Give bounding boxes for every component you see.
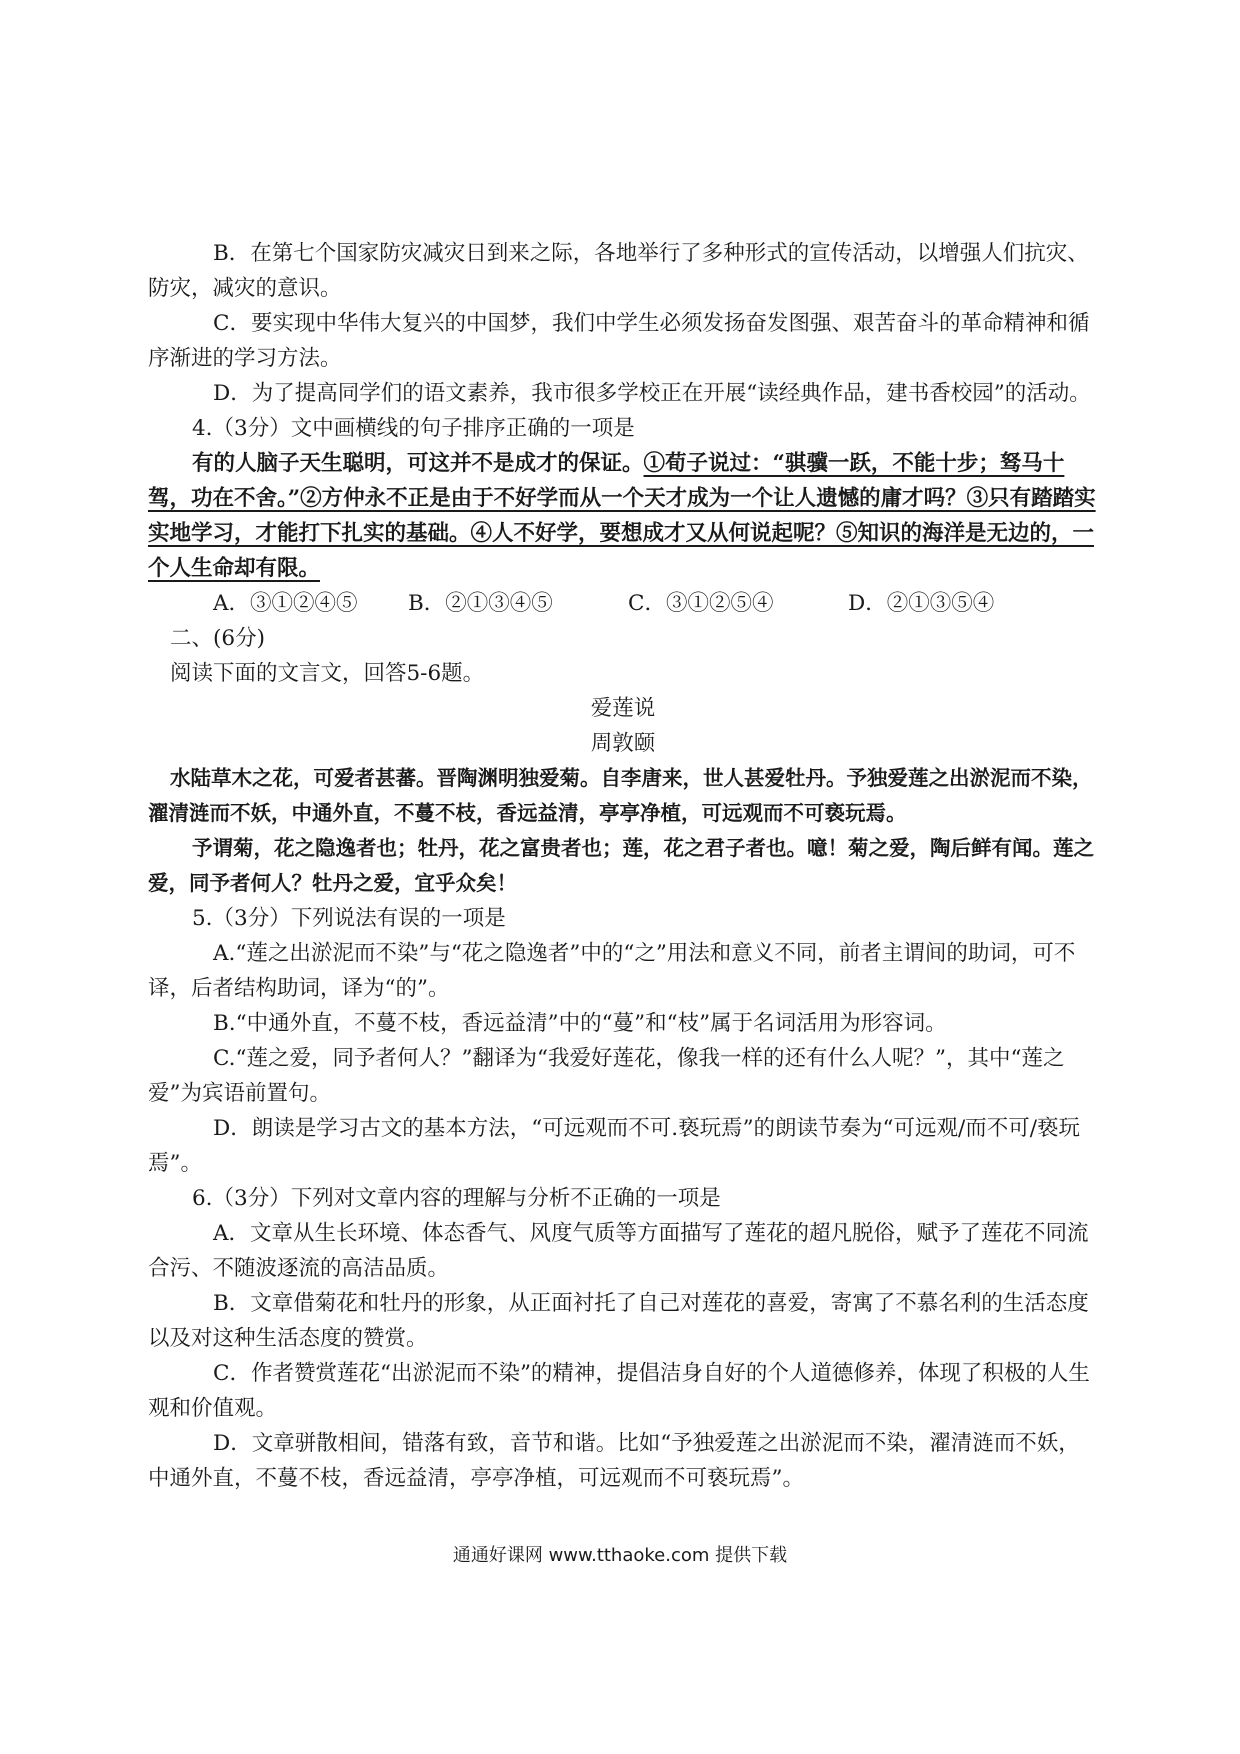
- document-body: [148, 236, 1098, 1496]
- q5-option-d: D．朗读是学习古文的基本方法，“可远观而不可.亵玩焉”的朗读节奏为“可远观/而不可/亵玩焉”。: [148, 1116, 1081, 1176]
- q6-stem: 6.（3分）下列对文章内容的理解与分析不正确的一项是: [192, 1186, 721, 1211]
- q3-option-c: C．要实现中华伟大复兴的中国梦，我们中学生必须发扬奋发图强、艰苦奋斗的革命精神和循序渐进的学习方法。: [148, 311, 1090, 371]
- q6-option-c: C．作者赞赏莲花“出淤泥而不染”的精神，提倡洁身自好的个人道德修养，体现了积极的人生观和价值观。: [148, 1361, 1090, 1421]
- page-footer: 通通好课网 www.tthaoke.com 提供下载: [452, 1545, 788, 1566]
- q4-choice-b: B．②①③④⑤: [408, 591, 553, 616]
- q5-option-c: C.“莲之爱，同予者何人？”翻译为“我爱好莲花，像我一样的还有什么人呢？”，其中“莲之爱”为宾语前置句。: [148, 1046, 1065, 1106]
- q6-option-b: B．文章借菊花和牡丹的形象，从正面衬托了自己对莲花的喜爱，寄寓了不慕名利的生活态度以及对这种生活态度的赞赏。: [148, 1291, 1089, 1351]
- section2-heading: 二、(6分): [170, 626, 265, 651]
- q4-passage: [148, 446, 1098, 586]
- q4-choices: [148, 586, 1098, 621]
- q5-option-a: A.“莲之出淤泥而不染”与“花之隐逸者”中的“之”用法和意义不同，前者主谓间的助词，可不译，后者结构助词，译为“的”。: [148, 941, 1076, 1001]
- section2-intro: 阅读下面的文言文，回答5-6题。: [170, 661, 485, 686]
- q3-option-b: B．在第七个国家防灾减灾日到来之际，各地举行了多种形式的宣传活动，以增强人们抗灾、防灾，减灾的意识。: [148, 241, 1089, 301]
- passage-paragraph-2: 予谓菊，花之隐逸者也；牡丹，花之富贵者也；莲，花之君子者也。噫！菊之爱，陶后鲜有闻。莲之爱，同予者何人？牡丹之爱，宜乎众矣！: [148, 836, 1094, 895]
- q5-option-b: B.“中通外直，不蔓不枝，香远益清”中的“蔓”和“枝”属于名词活用为形容词。: [213, 1011, 947, 1036]
- q6-option-d: D．文章骈散相间，错落有致，音节和谐。比如“予独爱莲之出淤泥而不染，濯清涟而不妖，中通外直，不蔓不枝，香远益清，亭亭净植，可远观而不可亵玩焉”。: [148, 1431, 1080, 1491]
- q4-choice-d: D．②①③⑤④: [848, 591, 995, 616]
- q4-choice-c: C．③①②⑤④: [628, 591, 774, 616]
- q6-option-a: A．文章从生长环境、体态香气、风度气质等方面描写了莲花的超凡脱俗，赋予了莲花不同流合污、不随波逐流的高洁品质。: [148, 1221, 1089, 1281]
- passage-author: 周敦颐: [590, 731, 656, 756]
- q4-choice-a: A．③①②④⑤: [213, 591, 358, 616]
- passage-paragraph-1: 水陆草木之花，可爱者甚蕃。晋陶渊明独爱菊。自李唐来，世人甚爱牡丹。予独爱莲之出淤泥而不染，濯清涟而不妖，中通外直，不蔓不枝，香远益清，亭亭净植，可远观而不可亵玩焉。: [148, 766, 1093, 825]
- q3-option-d: D．为了提高同学们的语文素养，我市很多学校正在开展“读经典作品，建书香校园”的活动。: [213, 381, 1091, 406]
- q4-underlined-sentences: ①荀子说过：“骐骥一跃，不能十步；驽马十驾，功在不舍。”②方仲永不正是由于不好学而从一个天才成为一个让人遗憾的庸才吗？③只有踏踏实实地学习，才能打下扎实的基础。④人不好学，要想成才又从何说起呢？⑤知识的海洋是无边的，一个人生命却有限。: [148, 451, 1096, 581]
- q5-stem: 5.（3分）下列说法有误的一项是: [192, 906, 506, 931]
- q4-lead-sentence: 有的人脑子天生聪明，可这并不是成才的保证。: [192, 451, 644, 476]
- passage-title: 爱莲说: [590, 696, 656, 721]
- q4-stem: 4.（3分）文中画横线的句子排序正确的一项是: [192, 416, 635, 441]
